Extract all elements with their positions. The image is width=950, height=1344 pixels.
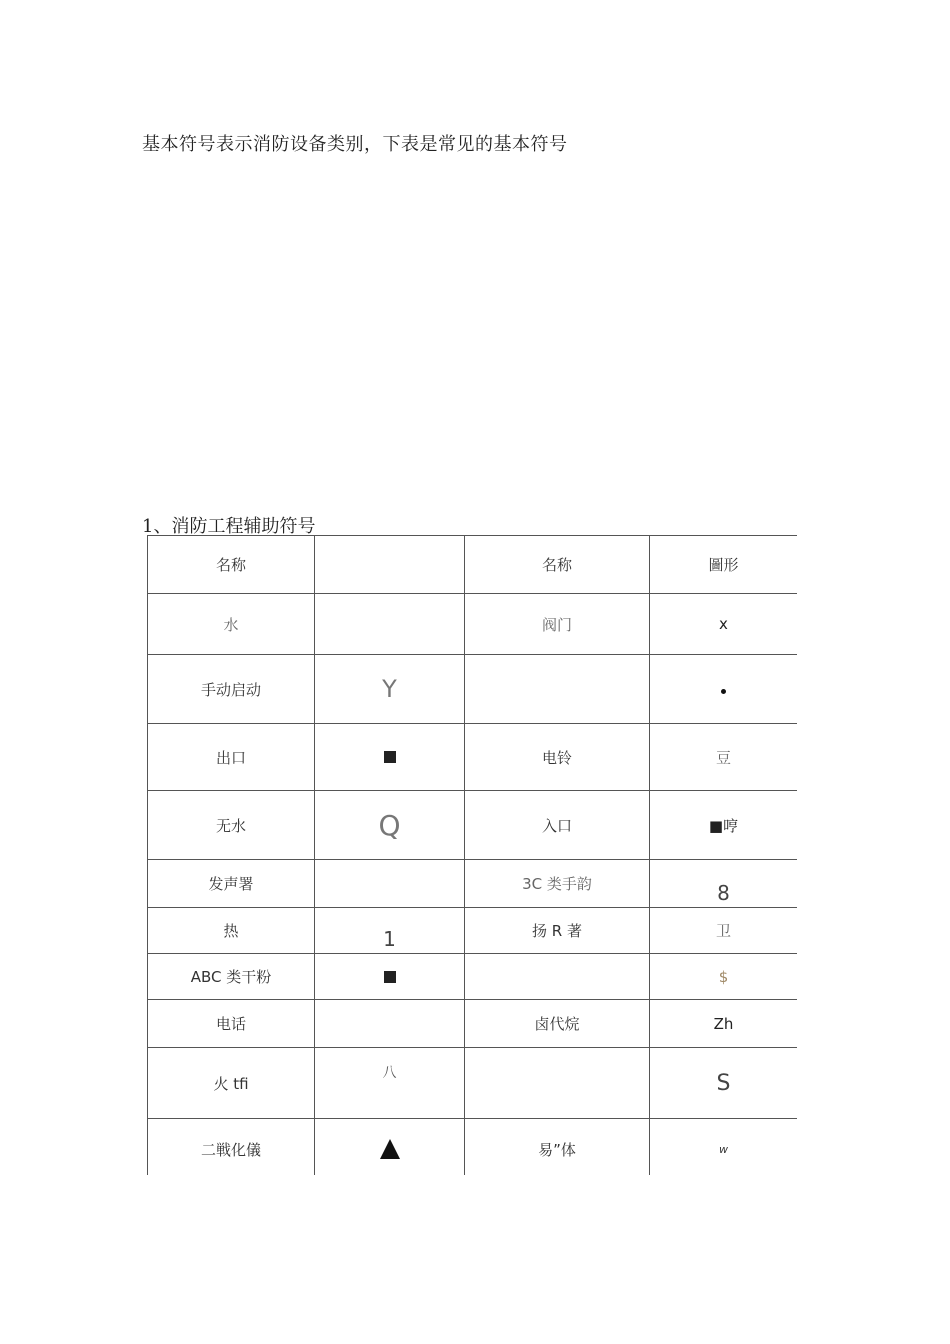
symbol-cell: Zh [650,1000,798,1048]
name-cell: 发声署 [148,860,315,908]
symbol-cell: 8 [650,860,798,908]
symbol-table [147,535,797,1175]
bullet-dot-icon [721,689,726,694]
filled-square-icon [384,751,396,763]
table-row [148,1119,798,1176]
symbol-cell [315,724,465,791]
name-cell: 扬 R 著 [465,908,650,954]
name-cell [465,954,650,1000]
intro-paragraph: 基本符号表示消防设备类别，下表是常见的基本符号 [142,134,568,155]
table-row [148,594,798,655]
name-cell: 出口 [148,724,315,791]
symbol-cell [315,594,465,655]
name-cell: 电铃 [465,724,650,791]
header-cell: 名称 [148,536,315,594]
name-cell: 无水 [148,791,315,860]
table-row [148,655,798,724]
symbol-cell: 卫 [650,908,798,954]
table-row [148,954,798,1000]
symbol-cell: x [650,594,798,655]
section-title: 1、消防工程辅助符号 [142,516,316,537]
symbol-cell [650,655,798,724]
table-row [148,724,798,791]
symbol-cell [315,1119,465,1176]
symbol-cell: $ [650,954,798,1000]
name-cell [465,1048,650,1119]
symbol-cell [315,1000,465,1048]
symbol-cell [315,954,465,1000]
name-cell: 二戦化儀 [148,1119,315,1176]
symbol-cell: w [650,1119,798,1176]
name-cell: 手动启动 [148,655,315,724]
name-cell: 电话 [148,1000,315,1048]
symbol-cell: S [650,1048,798,1119]
name-cell: 易”体 [465,1119,650,1176]
header-cell: 名称 [465,536,650,594]
table-row [148,1048,798,1119]
filled-triangle-icon [380,1139,400,1159]
name-cell: 阀门 [465,594,650,655]
table-row [148,791,798,860]
filled-square-icon [384,971,396,983]
name-cell: 热 [148,908,315,954]
name-cell [465,655,650,724]
table-header-row [148,536,798,594]
name-cell: 水 [148,594,315,655]
symbol-table-container [147,535,797,1175]
name-cell: 3C 类手韵 [465,860,650,908]
name-cell: ABC 类干粉 [148,954,315,1000]
symbol-cell: Q [315,791,465,860]
symbol-cell: 八 [315,1048,465,1119]
symbol-cell: 1 [315,908,465,954]
symbol-cell: ■哼 [650,791,798,860]
symbol-cell: 豆 [650,724,798,791]
header-cell [315,536,465,594]
name-cell: 卤代烷 [465,1000,650,1048]
table-row [148,1000,798,1048]
table-row [148,860,798,908]
table-row [148,908,798,954]
name-cell: 入口 [465,791,650,860]
symbol-cell: Y [315,655,465,724]
header-cell: 圖形 [650,536,798,594]
name-cell: 火 tfi [148,1048,315,1119]
symbol-cell [315,860,465,908]
